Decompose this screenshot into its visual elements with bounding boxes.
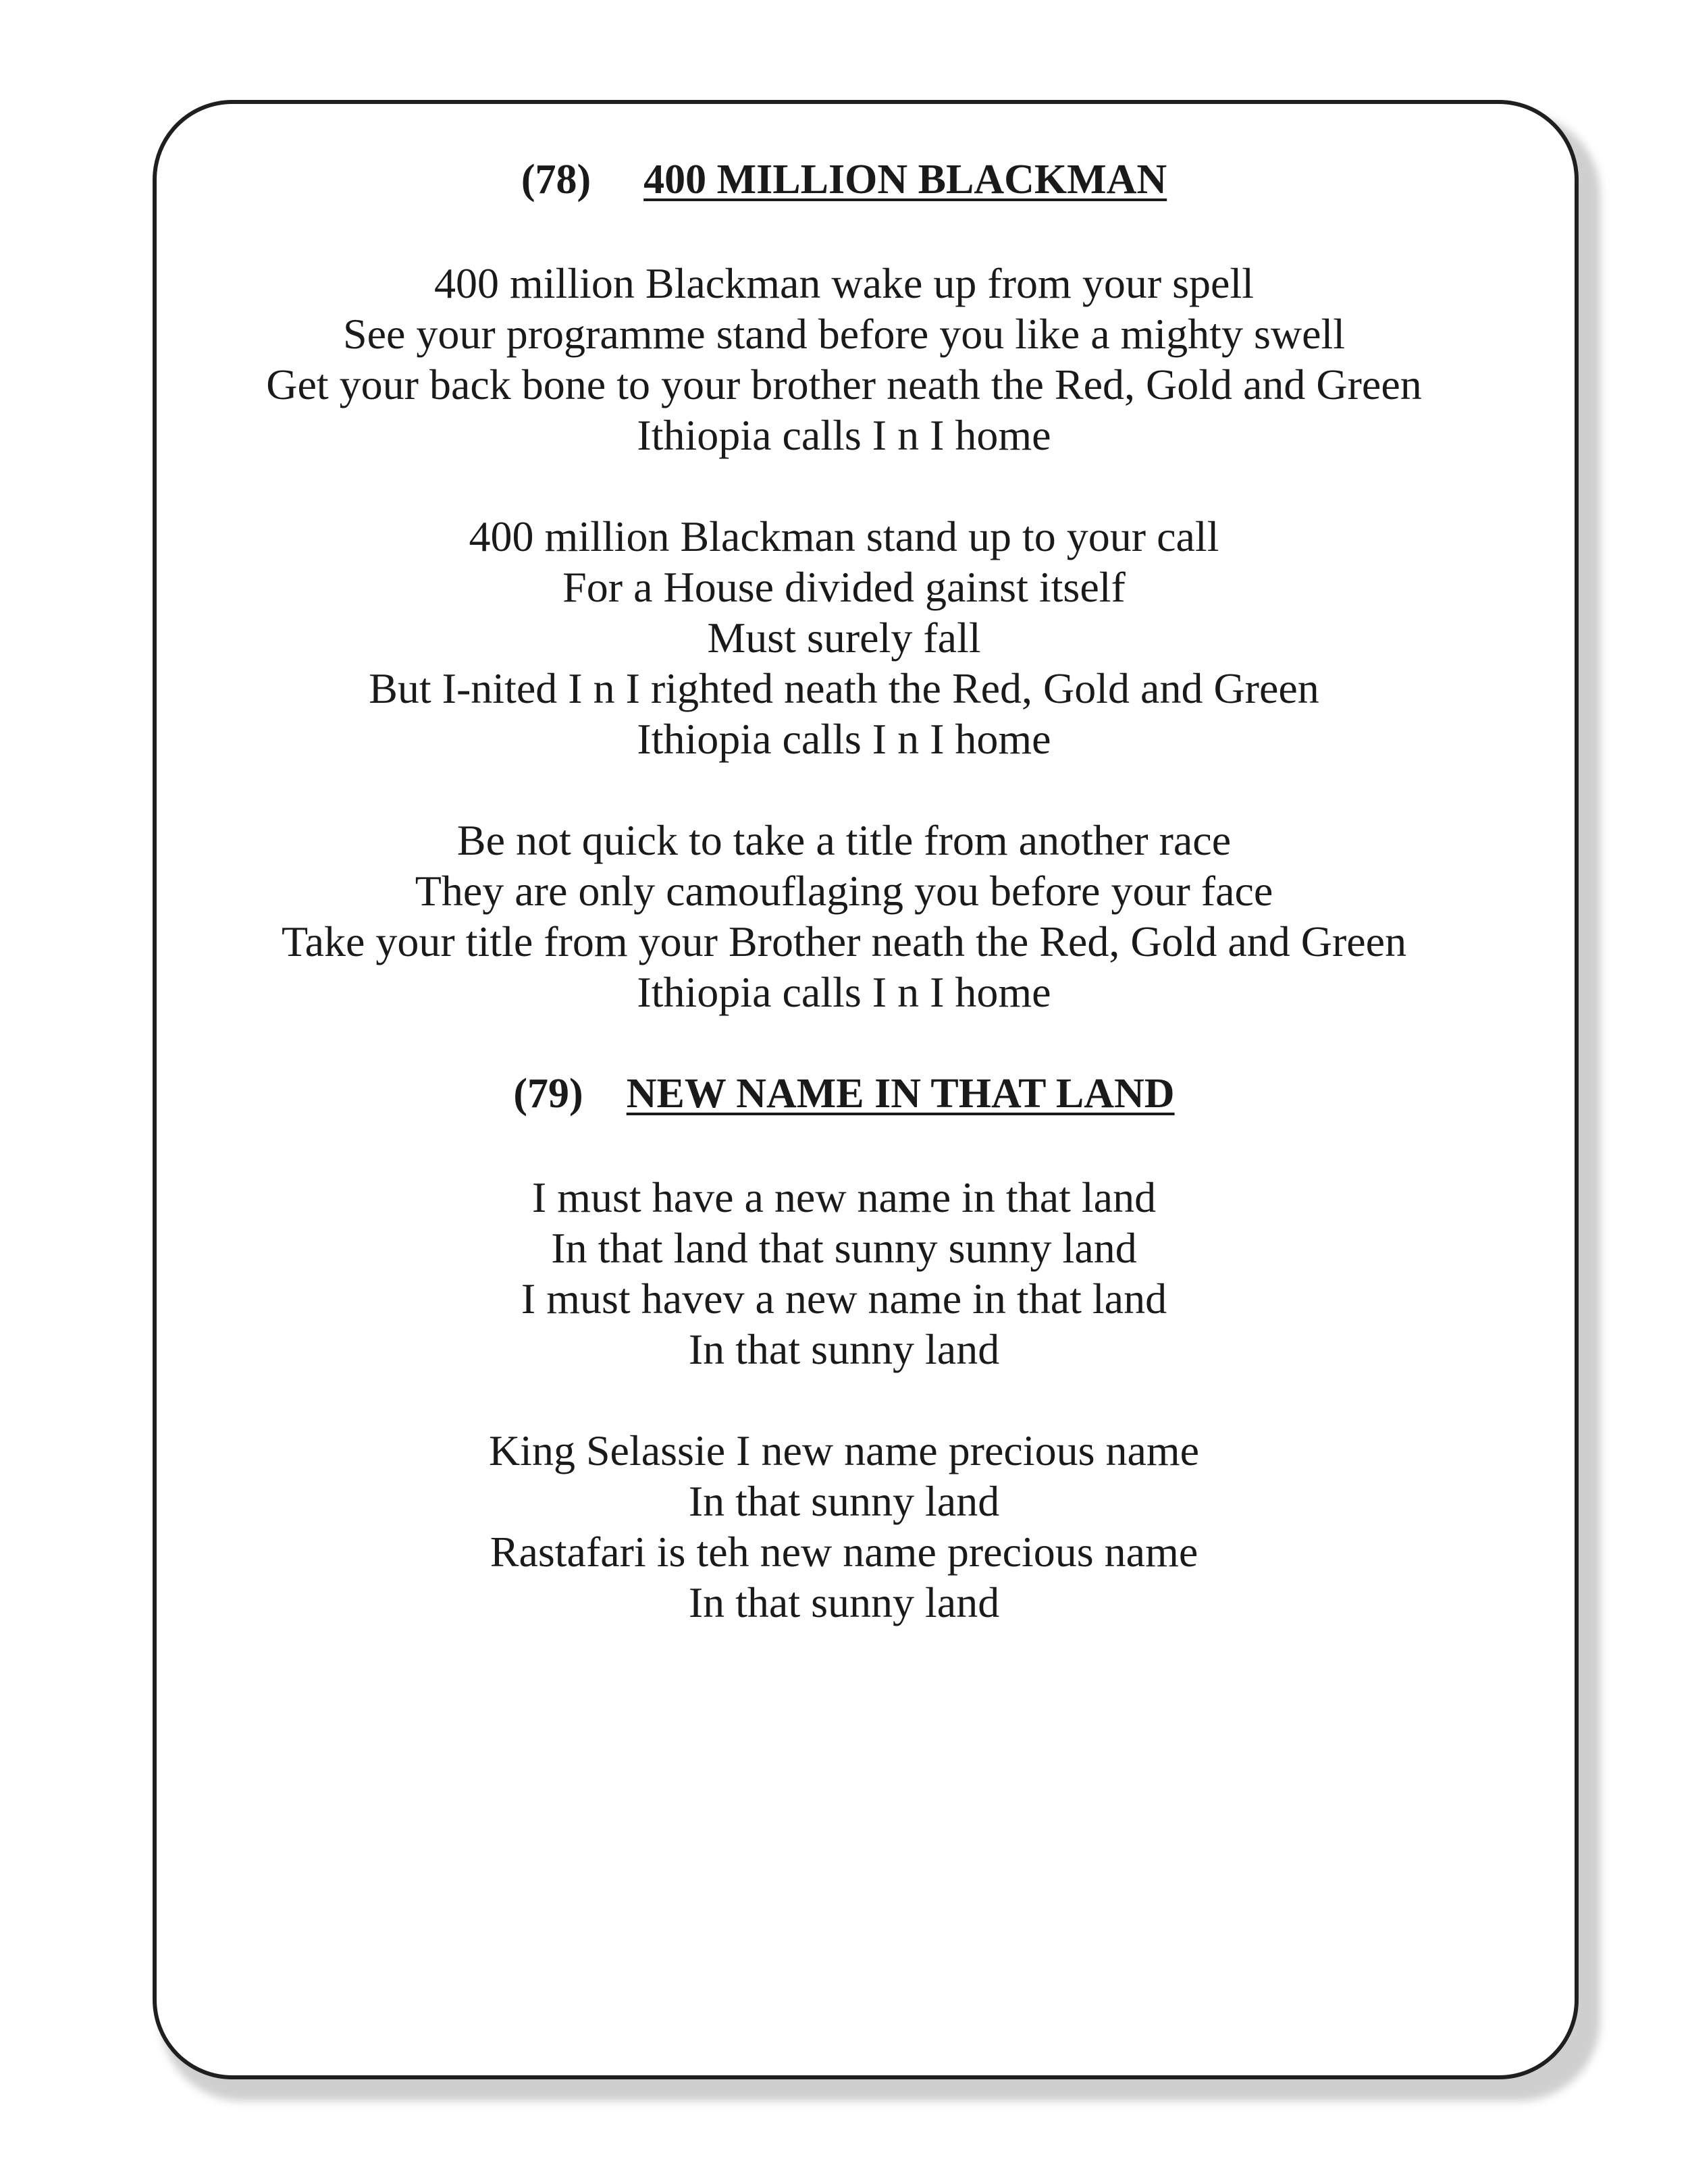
song-title xyxy=(0,154,1688,205)
song-title xyxy=(0,1068,1688,1119)
lyric-line: See your programme stand before you like a mighty swell xyxy=(342,310,1346,358)
lyric-line: Ithiopia calls I n I home xyxy=(637,715,1051,763)
stanza xyxy=(0,815,1688,1017)
lyric-line: I must have a new name in that land xyxy=(531,1173,1157,1221)
lyric-line: Must surely fall xyxy=(707,614,981,662)
lyric-line: Ithiopia calls I n I home xyxy=(637,411,1051,459)
song-78 xyxy=(0,154,1688,1068)
lyric-line: 400 million Blackman wake up from your spell xyxy=(434,259,1254,307)
lyric-line: In that sunny land xyxy=(688,1477,1000,1525)
lyric-line: In that sunny land xyxy=(688,1325,1000,1373)
lyric-line: Get your back bone to your brother neath the Red, Gold and Green xyxy=(266,361,1422,408)
song-number: (78) xyxy=(521,157,591,203)
song-name: NEW NAME IN THAT LAND xyxy=(626,1071,1175,1117)
lyric-line: Ithiopia calls I n I home xyxy=(637,968,1051,1016)
stanza xyxy=(0,1425,1688,1628)
lyric-line: Take your title from your Brother neath the Red, Gold and Green xyxy=(281,917,1407,965)
lyrics-content xyxy=(0,154,1688,1628)
stanza xyxy=(0,511,1688,764)
stanza xyxy=(0,1172,1688,1375)
lyric-line: 400 million Blackman stand up to your call xyxy=(469,512,1219,560)
song-number: (79) xyxy=(513,1071,583,1117)
lyric-line: In that sunny land xyxy=(688,1578,1000,1626)
lyric-line: For a House divided gainst itself xyxy=(562,563,1126,611)
song-79 xyxy=(0,1068,1688,1628)
lyric-line: In that land that sunny sunny land xyxy=(551,1224,1137,1272)
lyric-line: I must havev a new name in that land xyxy=(521,1275,1167,1323)
song-name: 400 MILLION BLACKMAN xyxy=(643,157,1167,203)
lyric-line: Rastafari is teh new name precious name xyxy=(490,1528,1198,1576)
lyric-line: King Selassie I new name precious name xyxy=(488,1427,1200,1474)
stanza xyxy=(0,258,1688,460)
lyric-line: But I-nited I n I righted neath the Red, Gold and Green xyxy=(369,664,1319,712)
lyric-line: Be not quick to take a title from another race xyxy=(456,816,1232,864)
lyric-line: They are only camouflaging you before your face xyxy=(415,867,1273,915)
